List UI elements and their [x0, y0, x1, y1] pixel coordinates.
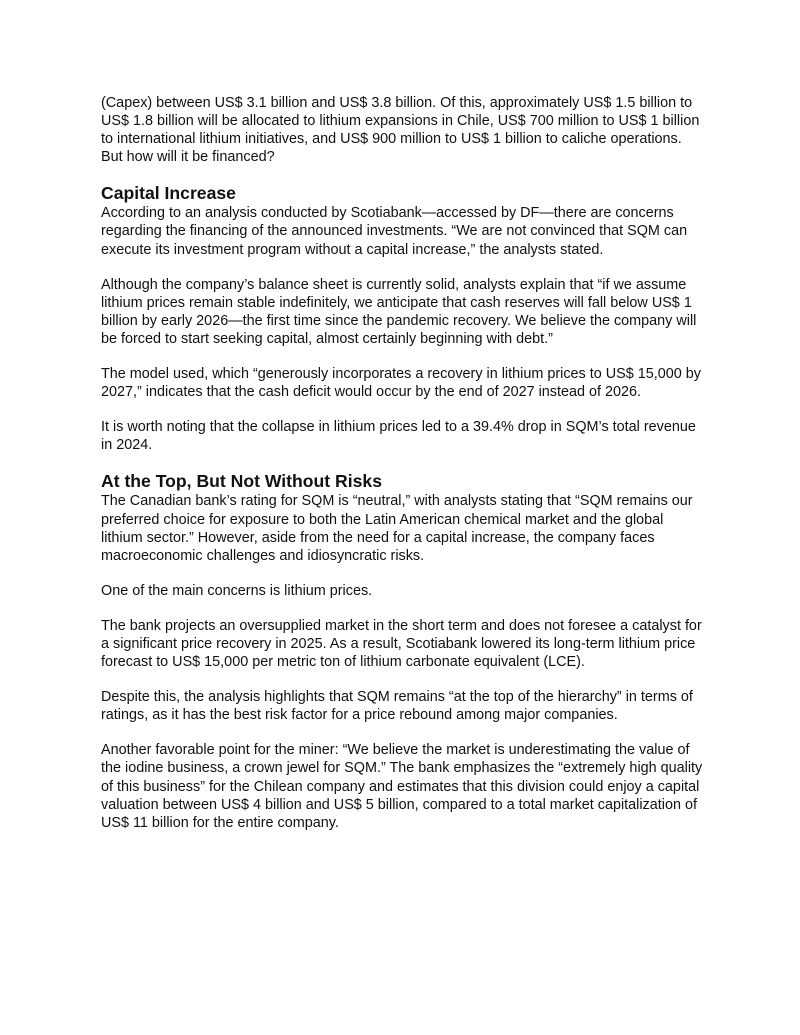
paragraph: One of the main concerns is lithium prices.	[101, 582, 373, 599]
section-body	[101, 492, 705, 831]
intro-paragraph: (Capex) between US$ 3.1 billion and US$ 3.8 billion. Of this, approximately US$ 1.5 billion to US$ 1.8 billion will be allocated to lithium expansions in Chile, US$ 700 million to US$ 1 billion to international lithium initiatives, and US$ 900 million to US$ 1 billion to caliche operations. But how will it be financed?	[101, 95, 700, 166]
paragraph: It is worth noting that the collapse in lithium prices led to a 39.4% drop in SQM’s total revenue in 2024.	[101, 419, 696, 454]
document-page	[101, 94, 705, 832]
paragraph: Another favorable point for the miner: “We believe the market is underestimating the value of the iodine business, a crown jewel for SQM.” The bank emphasizes the “extremely high quality of this business” for the Chilean company and estimates that this division could enjoy a capital valuation between US$ 4 billion and US$ 5 billion, compared to a total market capitalization of US$ 11 billion for the entire company.	[101, 742, 703, 831]
section-at-the-top	[101, 471, 705, 831]
paragraph: According to an analysis conducted by Scotiabank—accessed by DF—there are concerns regarding the financing of the announced investments. “We are not convinced that SQM can execute its investment program without a capital increase,” the analysts stated.	[101, 205, 688, 258]
paragraph: Despite this, the analysis highlights that SQM remains “at the top of the hierarchy” in terms of ratings, as it has the best risk factor for a price rebound among major companies.	[101, 689, 693, 724]
paragraph: Although the company’s balance sheet is currently solid, analysts explain that “if we assume lithium prices remain stable indefinitely, we anticipate that cash reserves will fall below US$ 1 billion by early 2026—the first time since the pandemic recovery. We believe the company will be forced to start seeking capital, almost certainly beginning with debt.”	[101, 276, 697, 347]
paragraph: The Canadian bank’s rating for SQM is “neutral,” with analysts stating that “SQM remains our preferred choice for exposure to both the Latin American chemical market and the global lithium sector.” However, aside from the need for a capital increase, the company faces macroeconomic challenges and idiosyncratic risks.	[101, 493, 693, 564]
section-heading: At the Top, But Not Without Risks	[101, 471, 382, 492]
paragraph: The model used, which “generously incorporates a recovery in lithium prices to US$ 15,000 by 2027,” indicates that the cash deficit would occur by the end of 2027 instead of 2026.	[101, 366, 701, 401]
paragraph: The bank projects an oversupplied market in the short term and does not foresee a catalyst for a significant price recovery in 2025. As a result, Scotiabank lowered its long-term lithium price forecast to US$ 15,000 per metric ton of lithium carbonate equivalent (LCE).	[101, 617, 702, 671]
section-heading: Capital Increase	[101, 183, 236, 204]
section-capital-increase	[101, 183, 705, 454]
section-body	[101, 204, 705, 454]
